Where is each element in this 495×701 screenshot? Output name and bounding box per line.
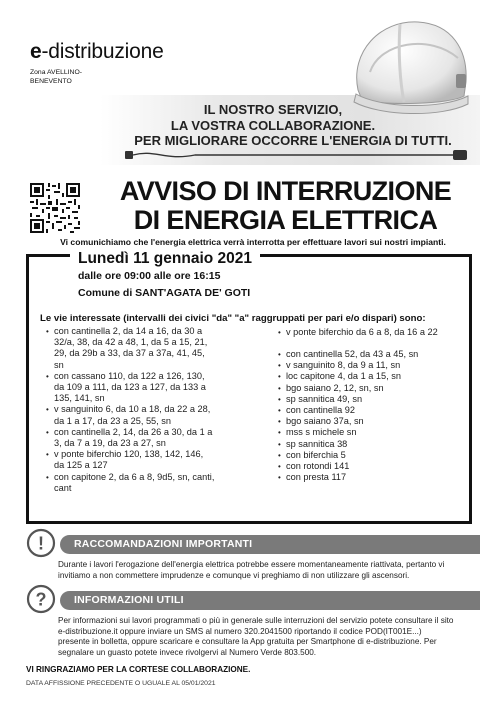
page-title [88,177,483,235]
street-item: • sp sannitica 38 [278,439,468,450]
logo-text: -distribuzione [41,40,164,63]
slogan-line-2: LA VOSTRA COLLABORAZIONE. [170,117,376,133]
thanks-text: VI RINGRAZIAMO PER LA CORTESE COLLABORAZIONE. [26,665,251,674]
zona-line-1: Zona AVELLINO- [30,69,83,76]
informazioni-line: segnalare un guasto potete invece rivolgervi al Numero Verde 803.500. [58,647,317,657]
plug-cable-icon [125,147,470,163]
street-line: 135, 141, sn [54,393,105,404]
zona-line-2: BENEVENTO [30,77,72,85]
interruption-comune: Comune di SANT'AGATA DE' GOTI [78,287,251,299]
street-item: • con cantinella 92 [278,405,468,416]
streets-column-right [278,349,468,483]
informazioni-title: INFORMAZIONI UTILI [74,594,184,606]
street-line: cant [54,482,72,493]
street-item [46,404,246,426]
street-line: da 1 a 17, da 23 a 25, 55, sn [54,415,171,426]
streets-title: Le vie interessate (intervalli dei civici "da" "a" raggruppati per pari e/o dispari) sono: [40,313,426,324]
street-item: • mss s michele sn [278,427,468,438]
streets-column-left [46,326,246,494]
street-line: da 109 a 111, da 123 a 127, da 133 a [54,382,206,393]
exclamation-glyph: ! [38,533,44,554]
street-line: • con cassano 110, da 122 a 126, 130, [54,370,205,381]
street-line: • con cantinella 2, 14, da 26 a 30, da 1 a [54,426,213,437]
street-item: • con cantinella 52, da 43 a 45, sn [278,349,468,360]
raccomandazioni-title: RACCOMANDAZIONI IMPORTANTI [74,538,253,550]
affissione-date: DATA AFFISSIONE PRECEDENTE O UGUALE AL 05/01/2021 [26,680,216,687]
informazioni-text [58,616,478,658]
informazioni-line: e-distribuzione.it oppure inviare un SMS al numero 320.2041500 riportando il codice POD(IT001E...) [58,626,422,636]
streets-column-right-first [278,327,468,338]
e-distribuzione-logo [30,40,164,64]
street-item: • con presta 117 [278,472,468,483]
question-glyph: ? [35,589,47,610]
street-line: 3, da 7 a 19, da 23 a 27, sn [54,438,166,449]
slogan [108,102,478,149]
street-item: • sp sannitica 49, sn [278,394,468,405]
raccomandazioni-text [58,560,478,581]
street-line: • v ponte biferchio 120, 138, 142, 146, [54,449,204,460]
exclamation-icon [26,528,56,558]
raccomandazioni-line: invitiamo a non commettere imprudenze e comunque vi preghiamo di non utilizzare gli ascensori. [58,570,410,580]
slogan-line-3: PER MIGLIORARE OCCORRE L'ENERGIA DI TUTTI. [134,133,452,148]
slogan-line-1: IL NOSTRO SERVIZIO, [203,102,343,117]
question-icon [26,584,56,614]
street-line: 29, da 29b a 33, da 37 a 37a, 41, 45, [54,348,205,359]
raccomandazioni-line: Durante i lavori l'erogazione dell'energia elettrica potrebbe essere momentaneamente riattivata, pertanto vi [58,560,445,569]
raccomandazioni-header [60,535,480,554]
street-line: da 125 a 127 [54,460,108,471]
intro-text: Vi comunichiamo che l'energia elettrica verrà interrotta per effettuare lavori sui nostri impianti. [60,237,446,247]
street-item [46,427,246,449]
street-item: • bgo saiano 2, 12, sn, sn [278,383,468,394]
street-line: • con capitone 2, da 6 a 8, 9d5, sn, canti, [54,471,215,482]
title-line-1: AVVISO DI INTERRUZIONE [119,176,452,206]
street-item [46,326,246,371]
informazioni-line: presente in bolletta, oppure scaricare e consultare la App gratuita per Smartphone di e-distribuzione. Per [58,637,437,647]
logo-prefix: e [30,40,42,63]
informazioni-header [60,591,480,610]
street-item: • con rotondi 141 [278,461,468,472]
interruption-date: Lunedì 11 gennaio 2021 [70,250,260,268]
street-line: sn [54,359,64,370]
street-item: • v ponte biferchio da 6 a 8, da 16 a 22 [278,327,468,338]
street-line: • con cantinella 2, da 14 a 16, da 30 a [54,326,203,336]
street-item [46,371,246,405]
street-item: • bgo saiano 37a, sn [278,416,468,427]
street-item: • con biferchia 5 [278,450,468,461]
street-item [46,449,246,471]
street-line: • v sanguinito 6, da 10 a 18, da 22 a 28, [54,404,211,415]
interruption-time: dalle ore 09:00 alle ore 16:15 [78,270,221,282]
street-line: 32/a, 38, da 42 a 48, 1, da 5 a 15, 21, [54,337,208,348]
zona-label [30,69,82,86]
title-line-2: DI ENERGIA ELETTRICA [133,205,438,235]
street-item [46,472,246,494]
informazioni-line: Per informazioni sui lavori programmati o più in generale sulle interruzioni del servizio potete consultare il sito [58,616,454,625]
street-item: • loc capitone 4, da 1 a 15, sn [278,371,468,382]
street-item: • v sanguinito 8, da 9 a 11, sn [278,360,468,371]
qr-code-icon [30,183,80,233]
